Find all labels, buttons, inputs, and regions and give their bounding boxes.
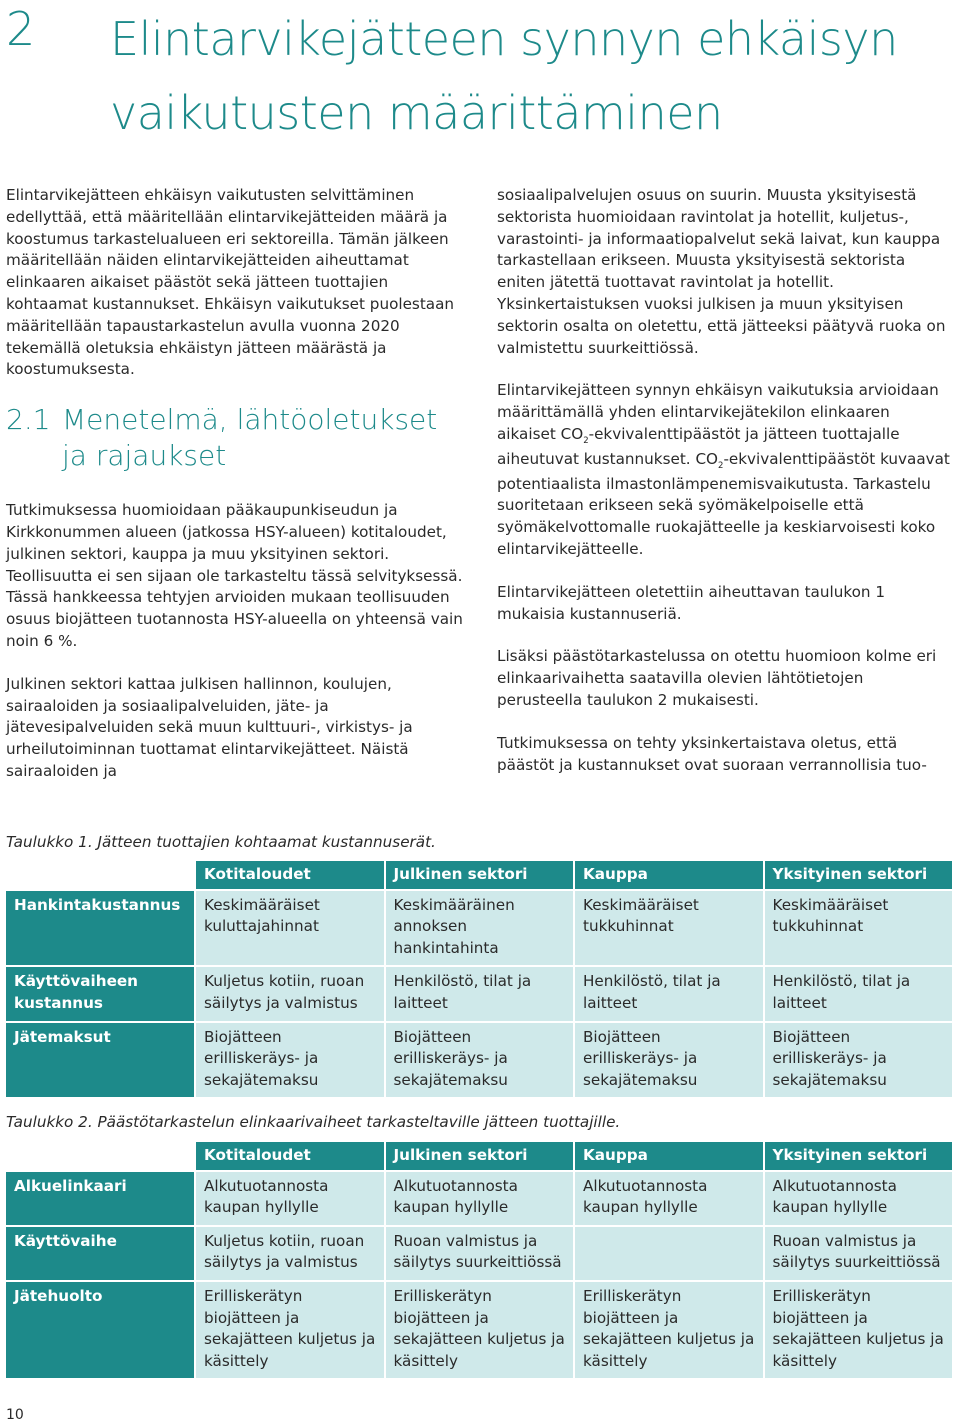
table-cell: Biojätteen erilliskeräys- ja sekajätemaksu bbox=[575, 1023, 765, 1100]
table-cell: Alkutuotannosta kaupan hyllylle bbox=[386, 1172, 576, 1227]
table-cell: Biojätteen erilliskeräys- ja sekajätemaksu bbox=[765, 1023, 955, 1100]
table-cell: Keskimääräinen annoksen hankintahinta bbox=[386, 891, 576, 968]
text-run: -ekvivalenttipäästöt kuvaavat potentiaalista ilmastonlämpenemisvaikutusta. Tarkastelu suoritetaan erikseen sekä syömäkelpoiselle että syömäkelvottomalle ruokajätteelle ja keskiarvoisesti koko elintarvikejätteelle. bbox=[497, 449, 950, 558]
row-label: Käyttövaiheen kustannus bbox=[6, 967, 196, 1022]
left-column bbox=[6, 185, 468, 804]
header-cell: Yksityinen sektori bbox=[765, 1142, 955, 1172]
chapter-number: 2 bbox=[6, 2, 35, 56]
header-cell-empty bbox=[6, 861, 196, 891]
table-row bbox=[6, 1282, 954, 1380]
section-heading bbox=[6, 402, 468, 474]
header-cell: Kauppa bbox=[575, 1142, 765, 1172]
subscript: 2 bbox=[583, 435, 589, 446]
table-cell: Biojätteen erilliskeräys- ja sekajätemaksu bbox=[386, 1023, 576, 1100]
text-run: -ekvivalenttipäästöt ja jätteen tuottajalle aiheutuvat kustannukset. CO bbox=[497, 424, 900, 468]
body-paragraph: Lisäksi päästötarkastelussa on otettu huomioon kolme eri elinkaarivaihetta saatavilla olevien lähtötietojen perusteella taulukon 2 mukaisesti. bbox=[497, 647, 937, 709]
table-row bbox=[6, 967, 954, 1022]
table-cell: Keskimääräiset kuluttajahinnat bbox=[196, 891, 386, 968]
table1 bbox=[6, 861, 954, 1099]
table2-caption: Taulukko 2. Päästötarkastelun elinkaarivaiheet tarkasteltaville jätteen tuottajille. bbox=[6, 1113, 621, 1131]
text-run: Elintarvikejätteen synnyn ehkäisyn vaikutuksia arvioidaan määrittämällä yhden elintarvikejätekilon elinkaaren aikaiset CO bbox=[497, 381, 939, 443]
table-cell: Henkilöstö, tilat ja laitteet bbox=[575, 967, 765, 1022]
table-row bbox=[6, 891, 954, 968]
table-row bbox=[6, 1023, 954, 1100]
right-column bbox=[497, 185, 953, 797]
body-paragraph: Tutkimuksessa huomioidaan pääkaupunkiseudun ja Kirkkonummen alueen (jatkossa HSY-alueen) kotitaloudet, julkinen sektori, kauppa ja muu yksityinen sektori. Teollisuutta ei sen sijaan ole tarkasteltu tässä selvityksessä. Tässä hankkeessa tehtyjen arvioiden mukaan teollisuuden osuus biojätteen tuotannosta HSY-alueella on yhteensä vain noin 6 %. bbox=[6, 501, 463, 650]
table-cell: Alkutuotannosta kaupan hyllylle bbox=[196, 1172, 386, 1227]
header-cell: Yksityinen sektori bbox=[765, 861, 955, 891]
table-cell: Erilliskerätyn biojätteen ja sekajätteen kuljetus ja käsittely bbox=[765, 1282, 955, 1380]
body-paragraph: Julkinen sektori kattaa julkisen hallinnon, koulujen, sairaaloiden ja sosiaalipalveluiden, jäte- ja jätevesipalveluiden sekä muun kulttuuri-, virkistys- ja urheilutoiminnan tuottamat elintarvikejätteet. Näistä sairaaloiden ja bbox=[6, 674, 413, 780]
header-cell: Kauppa bbox=[575, 861, 765, 891]
table-cell bbox=[575, 1227, 765, 1282]
table-cell: Erilliskerätyn biojätteen ja sekajätteen kuljetus ja käsittely bbox=[575, 1282, 765, 1380]
intro-paragraph: Elintarvikejätteen ehkäisyn vaikutusten selvittäminen edellyttää, että määritellään elintarvikejätteiden määrä ja koostumus tarkastelualueen eri sektoreilla. Tämän jälkeen määritellään näiden elintarvikejätteiden aiheuttamat elinkaaren aikaiset päästöt sekä jätteen tuottajien kohtaamat kustannukset. Ehkäisyn vaikutukset puolestaan määritellään tapaustarkastelun avulla vuonna 2020 tekemällä oletuksia ehkäistyn jätteen määrästä ja koostumuksesta. bbox=[6, 186, 455, 379]
header-cell-empty bbox=[6, 1142, 196, 1172]
row-label: Alkuelinkaari bbox=[6, 1172, 196, 1227]
body-paragraph: sosiaalipalvelujen osuus on suurin. Muusta yksityisestä sektorista huomioidaan ravintolat ja hotellit, kuljetus-, varastointi- ja informaatiopalvelut sekä laivat, kun kauppa tarkastellaan erikseen. Muusta yksityisestä sektorista eniten jätettä tuottavat ravintolat ja hotellit. Yksinkertaistuksen vuoksi julkisen ja muun yksityisen sektorin osalta on oletettu, että jätteeksi päätyvä ruoka on valmistettu suurkeittiössä. bbox=[497, 186, 946, 357]
row-label: Hankintakustannus bbox=[6, 891, 196, 968]
row-label: Jätemaksut bbox=[6, 1023, 196, 1100]
table-cell: Henkilöstö, tilat ja laitteet bbox=[386, 967, 576, 1022]
table-cell: Henkilöstö, tilat ja laitteet bbox=[765, 967, 955, 1022]
table-header-row bbox=[6, 1142, 954, 1172]
table1-caption: Taulukko 1. Jätteen tuottajien kohtaamat kustannuserät. bbox=[6, 833, 436, 851]
table-cell: Alkutuotannosta kaupan hyllylle bbox=[575, 1172, 765, 1227]
table-cell: Kuljetus kotiin, ruoan säilytys ja valmistus bbox=[196, 967, 386, 1022]
table-cell: Erilliskerätyn biojätteen ja sekajätteen kuljetus ja käsittely bbox=[196, 1282, 386, 1380]
table-cell: Alkutuotannosta kaupan hyllylle bbox=[765, 1172, 955, 1227]
chapter-title: Elintarvikejätteen synnyn ehkäisyn vaikutusten määrittäminen bbox=[110, 12, 898, 140]
table-row bbox=[6, 1172, 954, 1227]
table-cell: Keskimääräiset tukkuhinnat bbox=[575, 891, 765, 968]
section-title: Menetelmä, lähtöoletukset ja rajaukset bbox=[62, 403, 438, 473]
table-cell: Biojätteen erilliskeräys- ja sekajätemaksu bbox=[196, 1023, 386, 1100]
header-cell: Kotitaloudet bbox=[196, 861, 386, 891]
header-cell: Kotitaloudet bbox=[196, 1142, 386, 1172]
body-paragraph: Tutkimuksessa on tehty yksinkertaistava oletus, että päästöt ja kustannukset ovat suoraan verrannollisia tuo- bbox=[497, 733, 927, 774]
table-cell: Kuljetus kotiin, ruoan säilytys ja valmistus bbox=[196, 1227, 386, 1282]
table-cell: Keskimääräiset tukkuhinnat bbox=[765, 891, 955, 968]
table-row bbox=[6, 1227, 954, 1282]
table-cell: Ruoan valmistus ja säilytys suurkeittiössä bbox=[386, 1227, 576, 1282]
table2 bbox=[6, 1142, 954, 1380]
body-paragraph-co2 bbox=[497, 380, 953, 560]
subscript: 2 bbox=[718, 460, 724, 471]
table-header-row bbox=[6, 861, 954, 891]
page-number: 10 bbox=[6, 1407, 24, 1423]
row-label: Jätehuolto bbox=[6, 1282, 196, 1380]
table-cell: Ruoan valmistus ja säilytys suurkeittiössä bbox=[765, 1227, 955, 1282]
row-label: Käyttövaihe bbox=[6, 1227, 196, 1282]
header-cell: Julkinen sektori bbox=[386, 1142, 576, 1172]
header-cell: Julkinen sektori bbox=[386, 861, 576, 891]
section-number: 2.1 bbox=[6, 403, 51, 437]
body-paragraph: Elintarvikejätteen oletettiin aiheuttavan taulukon 1 mukaisia kustannuseriä. bbox=[497, 582, 885, 623]
table-cell: Erilliskerätyn biojätteen ja sekajätteen kuljetus ja käsittely bbox=[386, 1282, 576, 1380]
